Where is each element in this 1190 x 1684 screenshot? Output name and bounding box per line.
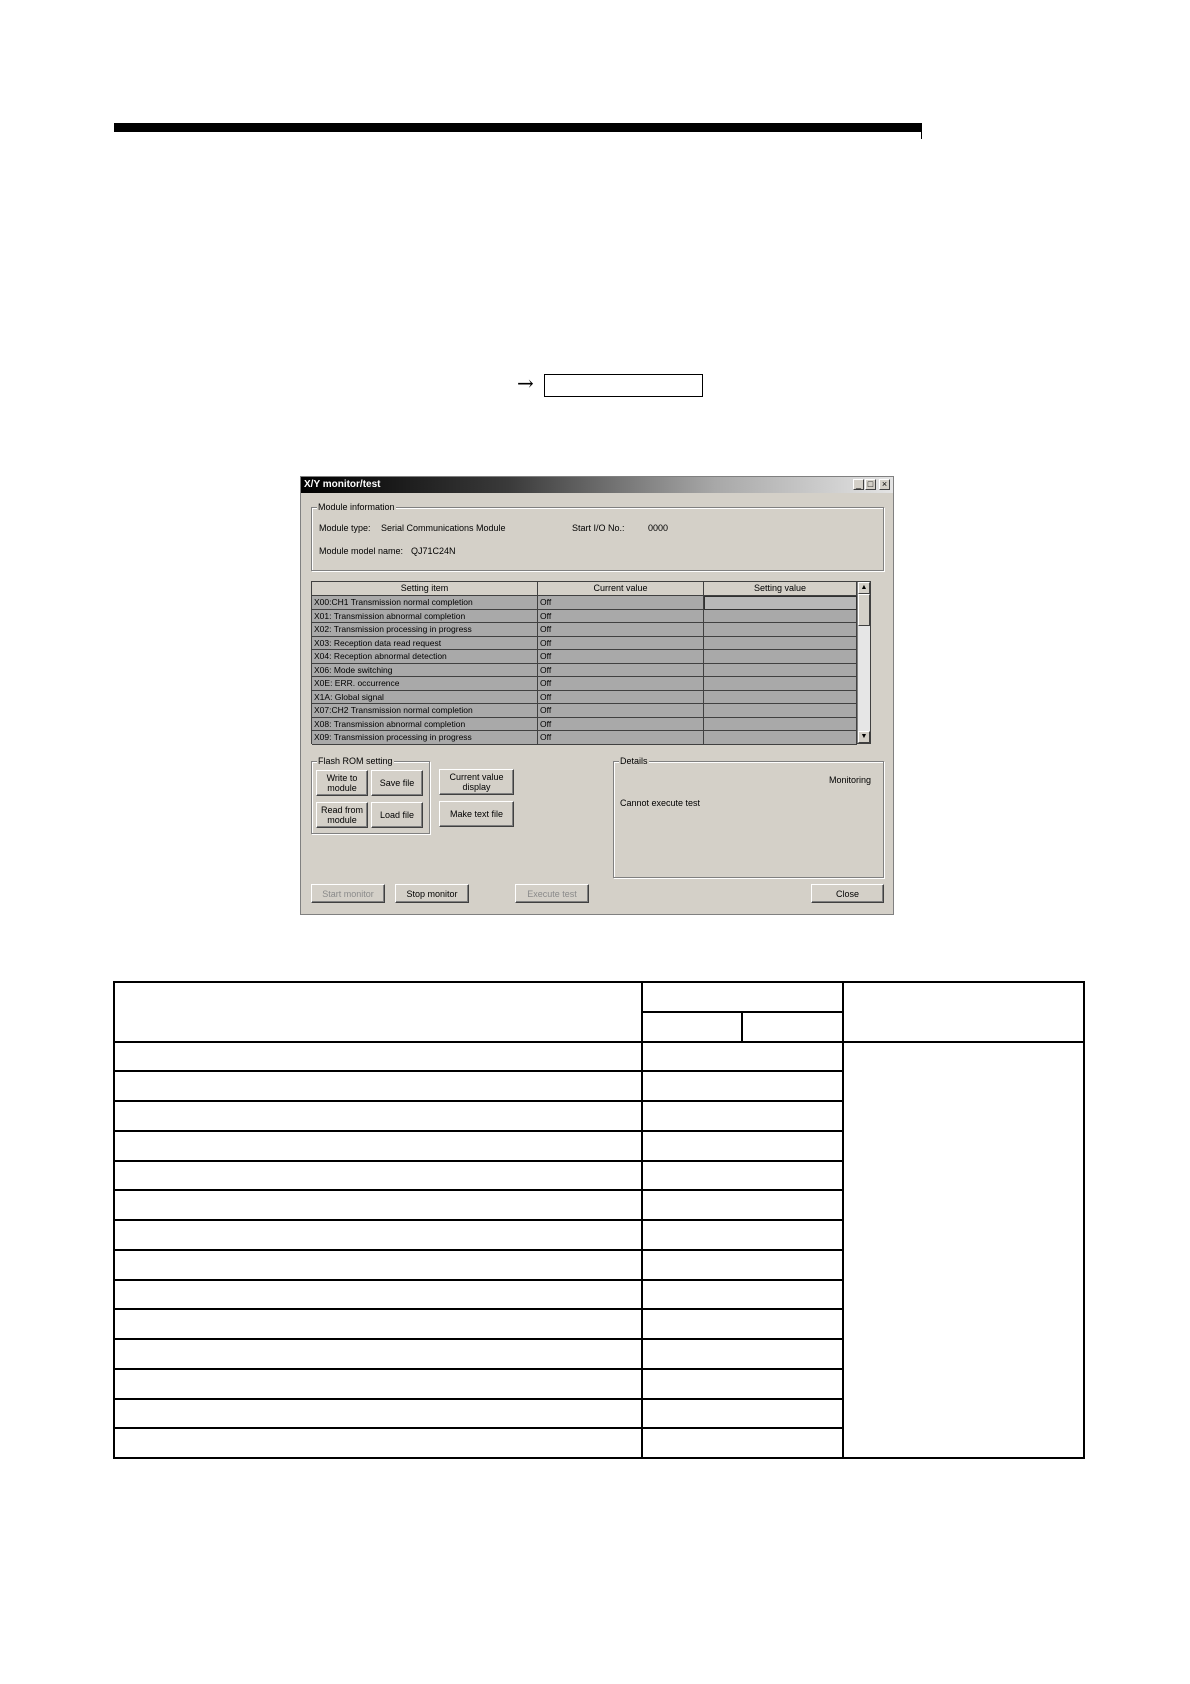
monitoring-status: Monitoring (828, 775, 871, 785)
module-model-value: QJ71C24N (411, 546, 456, 556)
setting-value-cell[interactable] (704, 596, 857, 610)
start-io-value: 0000 (648, 523, 669, 533)
flash-rom-legend: Flash ROM setting (318, 756, 393, 766)
grid-row[interactable] (312, 704, 870, 718)
table-cell (114, 1190, 642, 1220)
title-bar[interactable] (301, 477, 893, 493)
table-cell (114, 1369, 642, 1399)
current-value-cell: Off (538, 623, 704, 637)
details-legend: Details (620, 756, 648, 766)
table-cell (642, 1369, 843, 1399)
details-group (613, 756, 884, 878)
grid-row[interactable] (312, 637, 870, 651)
module-type-value: Serial Communications Module (381, 523, 506, 533)
setting-item-cell: X03: Reception data read request (312, 637, 538, 651)
setting-item-cell: X01: Transmission abnormal completion (312, 610, 538, 624)
table-cell (642, 1399, 843, 1429)
table-cell (114, 1399, 642, 1429)
scroll-thumb[interactable] (858, 594, 870, 626)
current-value-cell: Off (538, 704, 704, 718)
header-rule-tick (921, 132, 922, 139)
write-to-module-button[interactable]: Write to module (316, 770, 368, 796)
table-cell (642, 1190, 843, 1220)
table-cell (114, 1101, 642, 1131)
stop-monitor-button[interactable]: Stop monitor (395, 884, 469, 903)
table-cell (114, 1250, 642, 1280)
table-cell (642, 1428, 843, 1458)
current-value-cell: Off (538, 731, 704, 745)
header-rule (114, 123, 922, 132)
setting-item-cell: X0E: ERR. occurrence (312, 677, 538, 691)
menu-path-box (544, 374, 703, 397)
minimize-icon[interactable]: _ (853, 479, 864, 490)
window-title: X/Y monitor/test (304, 479, 381, 490)
table-cell (642, 1309, 843, 1339)
xy-signal-grid[interactable] (311, 581, 871, 744)
setting-value-cell[interactable] (704, 610, 857, 624)
setting-item-cell: X08: Transmission abnormal completion (312, 718, 538, 732)
current-value-cell: Off (538, 718, 704, 732)
flash-rom-group (311, 756, 430, 834)
setting-value-cell[interactable] (704, 704, 857, 718)
table-cell (642, 1161, 843, 1191)
start-monitor-button[interactable]: Start monitor (311, 884, 385, 903)
module-model-label: Module model name: (319, 546, 404, 556)
setting-item-cell: X09: Transmission processing in progress (312, 731, 538, 745)
table-cell (642, 1042, 843, 1072)
close-icon[interactable]: × (879, 479, 890, 490)
scroll-down-icon[interactable]: ▼ (858, 731, 870, 743)
grid-row[interactable] (312, 731, 870, 745)
table-cell (642, 1220, 843, 1250)
table-header-cell (843, 982, 1084, 1042)
setting-value-cell[interactable] (704, 677, 857, 691)
grid-row[interactable] (312, 718, 870, 732)
table-cell (114, 1309, 642, 1339)
setting-item-cell: X02: Transmission processing in progress (312, 623, 538, 637)
execute-test-button[interactable]: Execute test (515, 884, 589, 903)
table-cell (642, 1250, 843, 1280)
table-cell (114, 1339, 642, 1369)
table-merged-cell (843, 1042, 1084, 1459)
setting-item-cell: X04: Reception abnormal detection (312, 650, 538, 664)
setting-value-cell[interactable] (704, 623, 857, 637)
grid-row[interactable] (312, 691, 870, 705)
current-value-cell: Off (538, 650, 704, 664)
scroll-up-icon[interactable]: ▲ (858, 582, 870, 594)
table-cell (642, 1280, 843, 1310)
setting-item-cell: X00:CH1 Transmission normal completion (312, 596, 538, 610)
setting-value-cell[interactable] (704, 664, 857, 678)
current-value-cell: Off (538, 637, 704, 651)
setting-item-cell: X07:CH2 Transmission normal completion (312, 704, 538, 718)
table-cell (114, 1131, 642, 1161)
setting-value-cell[interactable] (704, 731, 857, 745)
table-cell (642, 1339, 843, 1369)
table-cell (114, 1428, 642, 1458)
table-subheader-cell (742, 1012, 843, 1042)
save-file-button[interactable]: Save file (371, 770, 423, 796)
setting-value-cell[interactable] (704, 718, 857, 732)
grid-row[interactable] (312, 610, 870, 624)
start-io-label: Start I/O No.: (572, 523, 625, 533)
current-value-cell: Off (538, 596, 704, 610)
details-message: Cannot execute test (620, 798, 701, 808)
table-subheader-cell (642, 1012, 742, 1042)
table-header-cell (642, 982, 843, 1012)
setting-item-cell: X1A: Global signal (312, 691, 538, 705)
read-from-module-button[interactable]: Read from module (316, 802, 368, 828)
table-cell (114, 1280, 642, 1310)
table-cell (114, 1042, 642, 1072)
close-button[interactable]: Close (811, 884, 884, 903)
table-header-cell (114, 982, 642, 1042)
grid-row[interactable] (312, 596, 870, 610)
grid-row[interactable] (312, 677, 870, 691)
table-cell (114, 1161, 642, 1191)
table-cell (642, 1131, 843, 1161)
table-cell (642, 1101, 843, 1131)
current-value-display-button[interactable]: Current value display (439, 769, 514, 795)
grid-row[interactable] (312, 664, 870, 678)
current-value-cell: Off (538, 610, 704, 624)
maximize-icon[interactable]: □ (865, 479, 876, 490)
table-cell (114, 1220, 642, 1250)
setting-item-cell: X06: Mode switching (312, 664, 538, 678)
grid-scrollbar[interactable] (857, 582, 870, 743)
table-cell (642, 1071, 843, 1101)
current-value-cell: Off (538, 691, 704, 705)
table-cell (114, 1071, 642, 1101)
header-current-value[interactable]: Current value (538, 582, 704, 596)
current-value-cell: Off (538, 664, 704, 678)
header-setting-item[interactable]: Setting item (312, 582, 538, 596)
setting-value-cell[interactable] (704, 691, 857, 705)
module-info-group (311, 502, 884, 571)
grid-row[interactable] (312, 623, 870, 637)
setting-value-cell[interactable] (704, 637, 857, 651)
header-setting-value[interactable]: Setting value (704, 582, 857, 596)
current-value-cell: Off (538, 677, 704, 691)
signal-table (113, 981, 1085, 1459)
right-arrow-icon: → (517, 371, 534, 395)
load-file-button[interactable]: Load file (371, 802, 423, 828)
xy-monitor-window (300, 476, 894, 915)
make-text-file-button[interactable]: Make text file (439, 801, 514, 827)
setting-value-cell[interactable] (704, 650, 857, 664)
module-type-label: Module type: (319, 523, 371, 533)
grid-row[interactable] (312, 650, 870, 664)
module-info-legend: Module information (318, 502, 395, 512)
